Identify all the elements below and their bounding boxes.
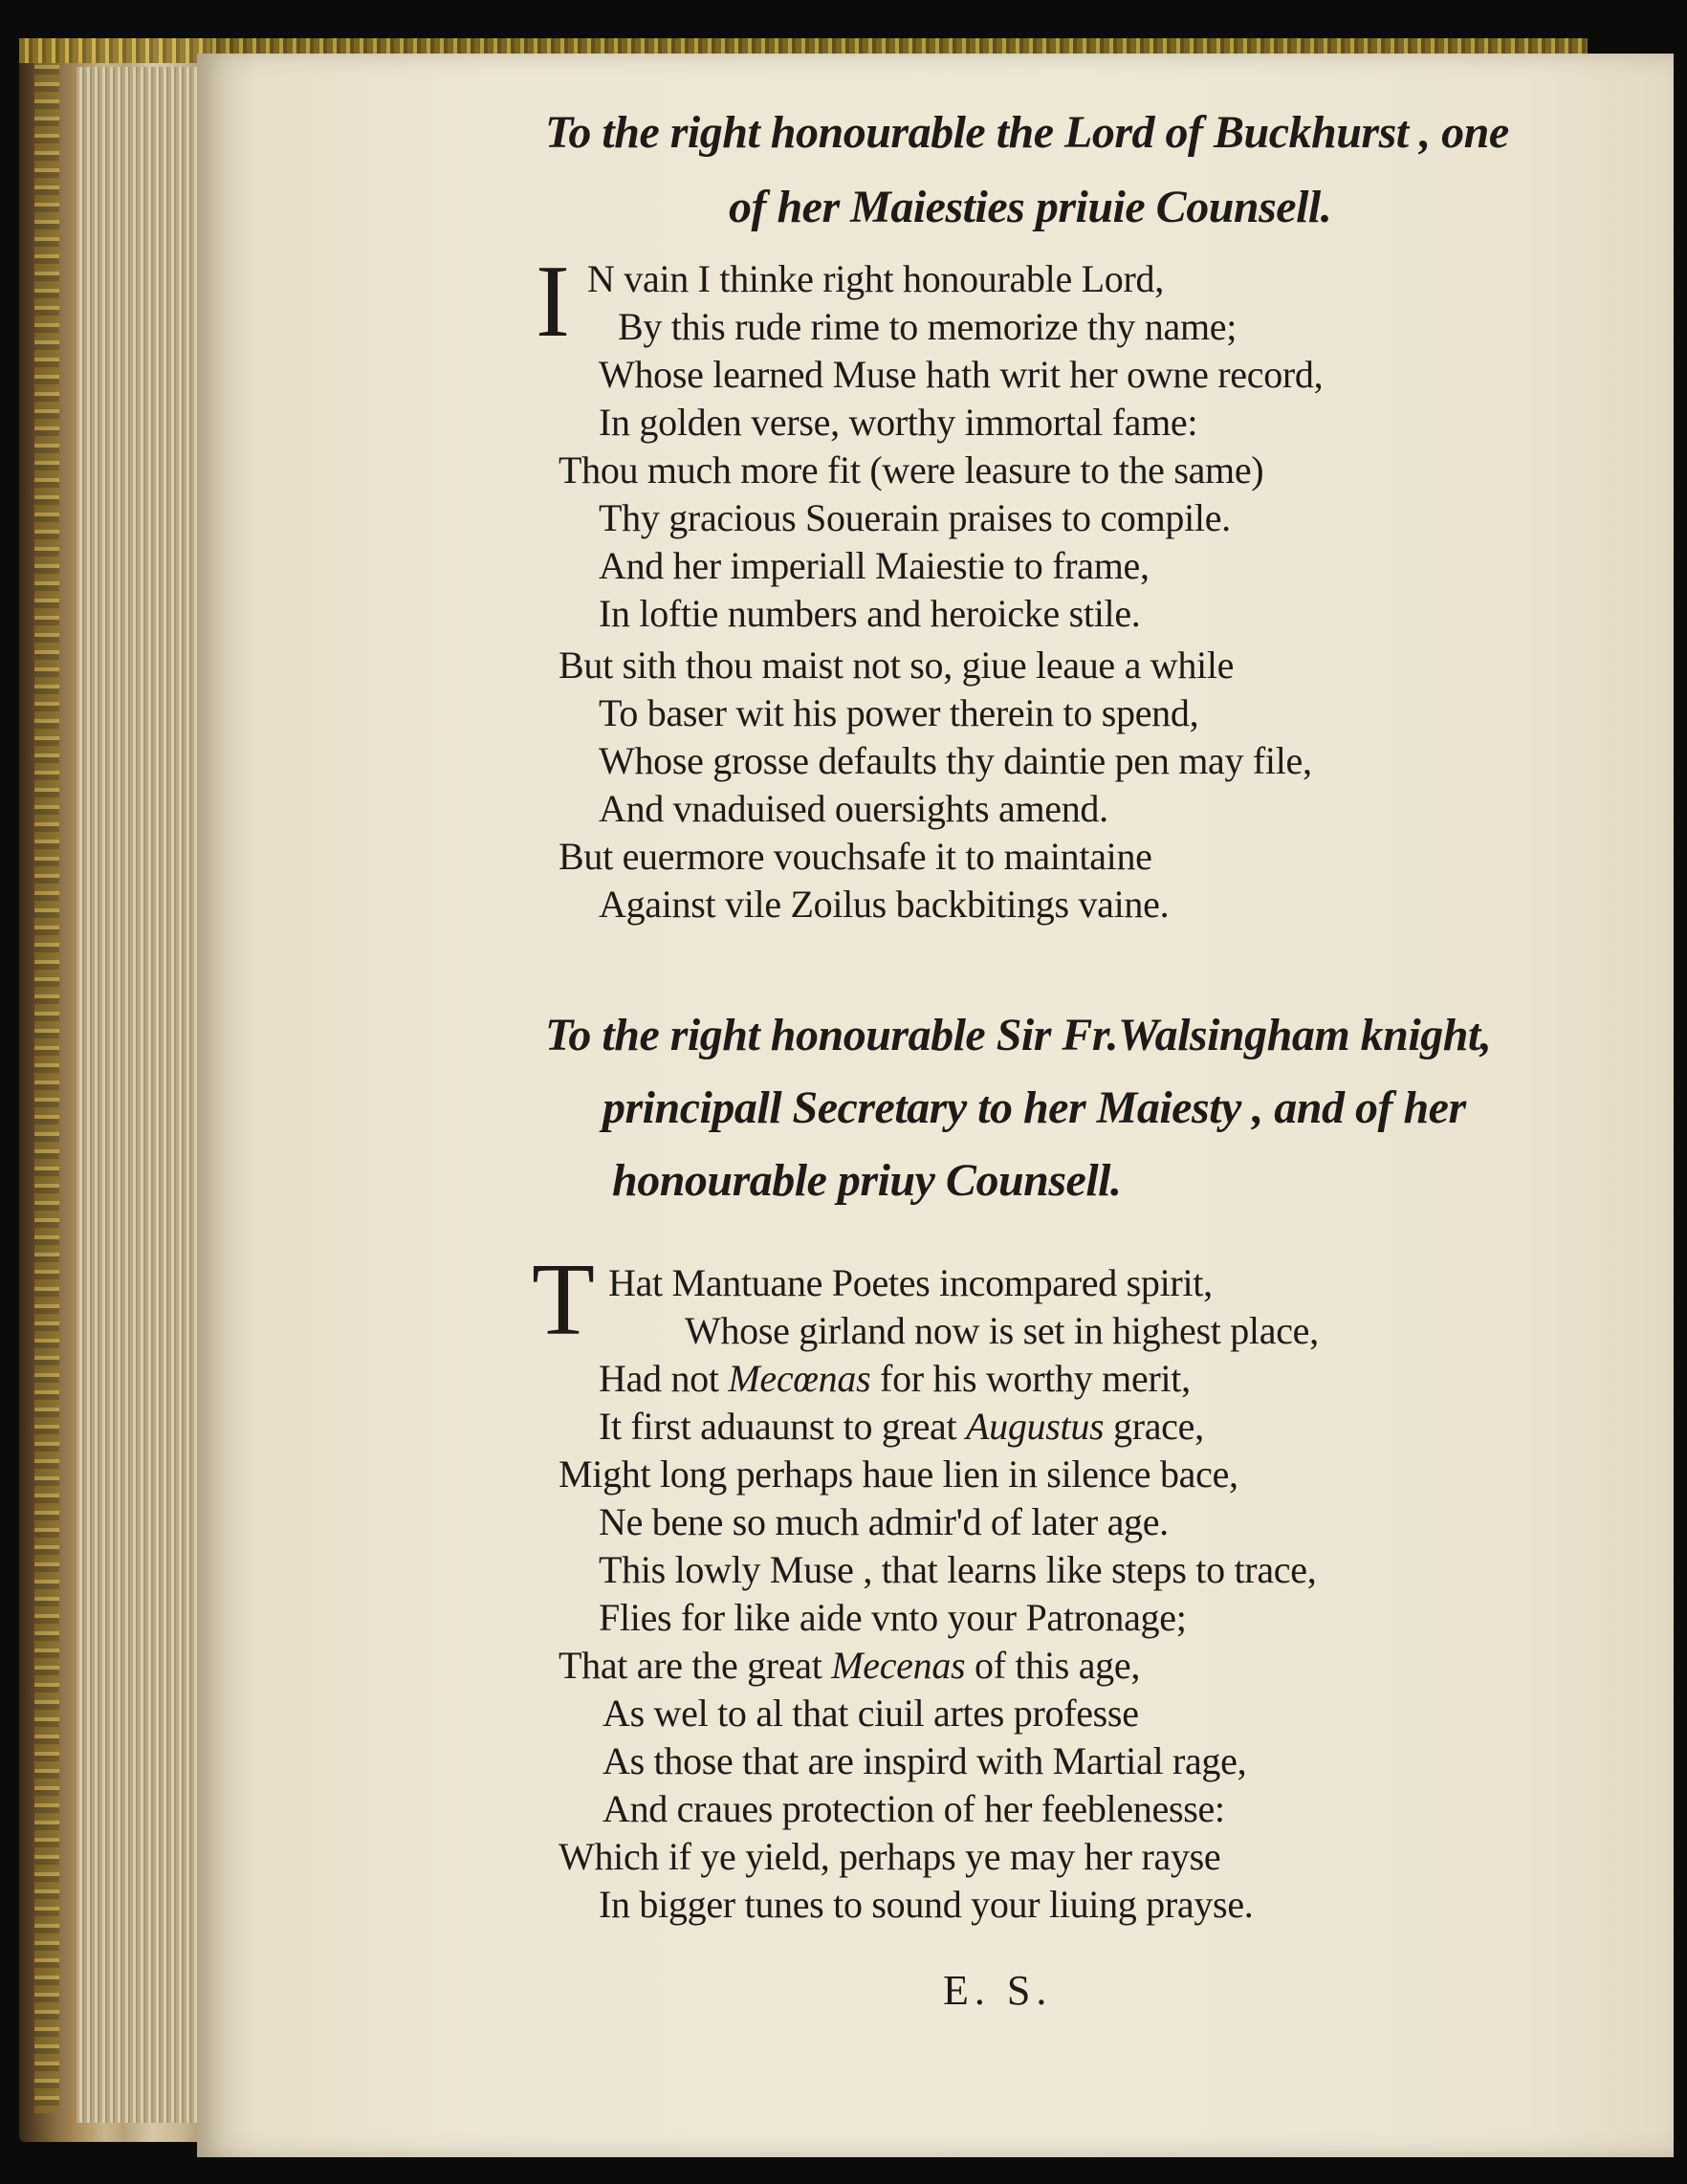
poem2-dropcap: T xyxy=(532,1243,595,1357)
poem1-dropcap: I xyxy=(536,245,570,359)
poem1-line: Thou much more fit (were leasure to the same) xyxy=(559,448,1264,491)
poem2-line xyxy=(599,1354,1191,1404)
poem2-heading-line2: principall Secretary to her Maiesty , and of her xyxy=(602,1082,1466,1133)
poem2-line: And craues protection of her feeblenesse: xyxy=(602,1787,1225,1830)
poem2-line: Might long perhaps haue lien in silence bace, xyxy=(559,1452,1238,1496)
poem1-line: Thy gracious Souerain praises to compile. xyxy=(599,496,1231,539)
signature: E. S. xyxy=(943,1967,1053,2014)
poem1-heading-line2: of her Maiesties priuie Counsell. xyxy=(729,182,1332,232)
poem2-line: As wel to al that ciuil artes professe xyxy=(602,1692,1139,1735)
poem1-line: By this rude rime to memorize thy name; xyxy=(618,305,1238,348)
gilt-edge-left xyxy=(34,57,59,2113)
poem2-line4-pre: It first aduaunst to great xyxy=(599,1405,967,1448)
poem1-line: But euermore vouchsafe it to maintaine xyxy=(559,835,1152,878)
poem2-heading-line1: To the right honourable Sir Fr.Walsingham knight, xyxy=(545,1010,1492,1060)
poem2-line4-post: grace, xyxy=(1104,1405,1204,1448)
poem2-line4-name: Augustus xyxy=(966,1405,1105,1448)
book-page xyxy=(197,54,1674,2157)
poem2-line: In bigger tunes to sound your liuing prayse. xyxy=(599,1883,1254,1926)
poem1-line: Whose grosse defaults thy daintie pen may file, xyxy=(599,739,1312,782)
poem2-heading-line3: honourable priuy Counsell. xyxy=(612,1155,1122,1206)
poem2-line3-name: Mecœnas xyxy=(728,1357,871,1400)
poem2-line: Flies for like aide vnto your Patronage; xyxy=(599,1596,1187,1639)
poem2-line: Whose girland now is set in highest place, xyxy=(685,1309,1319,1352)
poem2-line3-pre: Had not xyxy=(599,1357,729,1400)
poem2-line xyxy=(599,1402,1204,1452)
poem1-line: In loftie numbers and heroicke stile. xyxy=(599,592,1141,635)
poem1-line: And her imperiall Maiestie to frame, xyxy=(599,544,1150,587)
poem2-line: As those that are inspird with Martial rage, xyxy=(602,1739,1247,1782)
poem2-line9-name: Mecenas xyxy=(831,1644,966,1687)
poem2-line xyxy=(559,1641,1140,1691)
poem2-line: Ne bene so much admir'd of later age. xyxy=(599,1500,1169,1543)
poem1-heading-line1: To the right honourable the Lord of Buckhurst , one xyxy=(545,107,1509,158)
poem1-line: Whose learned Muse hath writ her owne record, xyxy=(599,353,1324,396)
poem1-line: In golden verse, worthy immortal fame: xyxy=(599,401,1198,444)
poem1-line: But sith thou maist not so, giue leaue a while xyxy=(559,644,1235,687)
poem1-line: Against vile Zoilus backbitings vaine. xyxy=(599,883,1170,926)
poem2-line: Hat Mantuane Poetes incompared spirit, xyxy=(608,1261,1213,1304)
poem2-line: Which if ye yield, perhaps ye may her rayse xyxy=(559,1835,1221,1878)
poem1-line: N vain I thinke right honourable Lord, xyxy=(587,257,1164,300)
poem2-line9-post: of this age, xyxy=(965,1644,1141,1687)
poem1-line: And vnaduised ouersights amend. xyxy=(599,787,1108,830)
page-text xyxy=(197,54,1674,2157)
poem2-line3-post: for his worthy merit, xyxy=(870,1357,1191,1400)
poem1-line: To baser wit his power therein to spend, xyxy=(599,691,1199,734)
poem2-line: This lowly Muse , that learns like steps to trace, xyxy=(599,1548,1317,1591)
page-block-edges xyxy=(77,67,201,2123)
poem2-line9-pre: That are the great xyxy=(559,1644,832,1687)
